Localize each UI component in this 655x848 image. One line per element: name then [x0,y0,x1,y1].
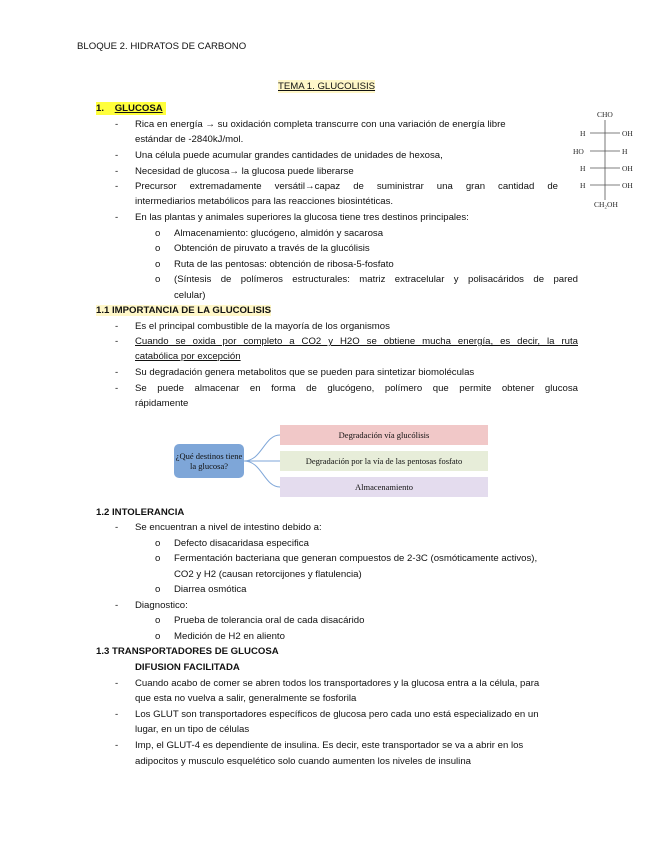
bullet-dash: - [115,367,119,378]
list-item: Diagnostico: [135,600,188,611]
list-item: Cuando se oxida por completo a CO2 y H2O se obtiene mucha energía, es decir, la ruta [135,336,578,347]
section-1-1-heading [96,304,271,317]
option-pentose-box: Degradación por la vía de las pentosas fosfato [280,451,488,471]
list-item: Una célula puede acumular grandes cantidades de unidades de hexosa, [135,150,443,161]
list-item-continuation: rápidamente [135,398,189,409]
sub-list-item-continuation: celular) [174,290,206,301]
sub-bullet: o [155,615,161,626]
section-title: GLUCOSA [114,103,163,114]
sub-list-item: Prueba de tolerancia oral de cada disacárido [174,615,365,626]
list-item-continuation: estándar de -2840kJ/mol. [135,134,244,145]
list-item-continuation: que esta no vuelva a salir, generalmente se fosforila [135,693,357,704]
sub-list-item: Almacenamiento: glucógeno, almidón y sacarosa [174,228,384,239]
molecule-left: H [580,181,586,190]
sub-bullet: o [155,259,161,270]
bullet-dash: - [115,709,119,720]
sub-list-item-continuation: CO2 y H2 (causan retorcijones y flatulencia) [174,569,362,580]
option-storage-box: Almacenamiento [280,477,488,497]
bullet-dash: - [115,678,119,689]
list-item-continuation: intermediarios metabólicos para las reacciones biosintéticas. [135,196,394,207]
section-number: 1. [96,103,105,114]
bullet-dash: - [115,150,119,161]
bullet-dash: - [115,336,119,347]
glucose-destinations-diagram [172,423,490,497]
list-item-continuation: catabólica por excepción [135,351,241,362]
sub-bullet: o [155,274,161,285]
sub-bullet: o [155,538,161,549]
glucose-structure-image [568,108,638,213]
list-item-continuation: lugar, en un tipo de células [135,724,250,735]
molecule-bottom: CH₂OH [594,200,618,209]
list-item-continuation: adipocitos y musculo esquelético solo cuando aumenten los niveles de insulina [135,756,471,767]
sub-list-item: (Síntesis de polímeros estructurales: matriz extracelular y polisacáridos de pared [174,274,578,285]
sub-list-item: Defecto disacaridasa especifica [174,538,309,549]
sub-list-item: Medición de H2 en aliento [174,631,285,642]
bullet-dash: - [115,600,119,611]
list-item: Se puede almacenar en forma de glucógeno, polímero que permite obtener glucosa [135,383,578,394]
section-1-2-heading: 1.2 INTOLERANCIA [96,507,185,518]
bullet-dash: - [115,740,119,751]
list-item: Se encuentran a nivel de intestino debido a: [135,522,322,533]
document-header: BLOQUE 2. HIDRATOS DE CARBONO [77,41,247,52]
molecule-right: OH [622,129,633,138]
list-item: Precursor extremadamente versátil→capaz de suministrar una gran cantidad de [135,181,558,192]
molecule-left: H [580,129,586,138]
molecule-right: OH [622,164,633,173]
sub-list-item: Fermentación bacteriana que generan compuestos de 2-3C (osmóticamente activos), [174,553,538,564]
section-title: 1.1 IMPORTANCIA DE LA GLUCOLISIS [96,305,272,316]
bullet-dash: - [115,166,119,177]
sub-list-item: Obtención de piruvato a través de la glucólisis [174,243,370,254]
bullet-dash: - [115,321,119,332]
sub-bullet: o [155,631,161,642]
list-item: En las plantas y animales superiores la glucosa tiene tres destinos principales: [135,212,469,223]
subsection-heading: DIFUSION FACILITADA [135,662,240,673]
page-title: TEMA 1. GLUCOLISIS [278,81,376,92]
bullet-dash: - [115,522,119,533]
sub-bullet: o [155,228,161,239]
list-item: Cuando acabo de comer se abren todos los transportadores y la glucosa entra a la célula, para [135,678,540,689]
sub-list-item: Diarrea osmótica [174,584,247,595]
bullet-dash: - [115,119,119,130]
bullet-dash: - [115,383,119,394]
list-item: Imp, el GLUT-4 es dependiente de insulina. Es decir, este transportador se va a abrir en los [135,740,524,751]
molecule-left: H [580,164,586,173]
molecule-right: H [622,147,628,156]
list-item: Rica en energía → su oxidación completa transcurre con una variación de energía libre [135,119,506,130]
bullet-dash: - [115,181,119,192]
sub-list-item: Ruta de las pentosas: obtención de ribosa-5-fosfato [174,259,394,270]
molecule-right: OH [622,181,633,190]
option-glycolysis-box: Degradación vía glucólisis [280,425,488,445]
question-box: ¿Qué destinos tiene la glucosa? [174,444,244,478]
fischer-lines [568,108,638,213]
list-item: Los GLUT son transportadores específicos de glucosa pero cada uno está especializado en un [135,709,539,720]
list-item: Es el principal combustible de la mayoría de los organismos [135,321,390,332]
sub-bullet: o [155,553,161,564]
molecule-left: HO [573,147,584,156]
list-item: Su degradación genera metabolitos que se pueden para sintetizar biomoléculas [135,367,475,378]
molecule-top: CHO [597,110,613,119]
section-1-3-heading: 1.3 TRANSPORTADORES DE GLUCOSA [96,646,279,657]
bullet-dash: - [115,212,119,223]
sub-bullet: o [155,584,161,595]
list-item: Necesidad de glucosa→ la glucosa puede liberarse [135,166,354,177]
sub-bullet: o [155,243,161,254]
section-1-heading [96,102,166,115]
